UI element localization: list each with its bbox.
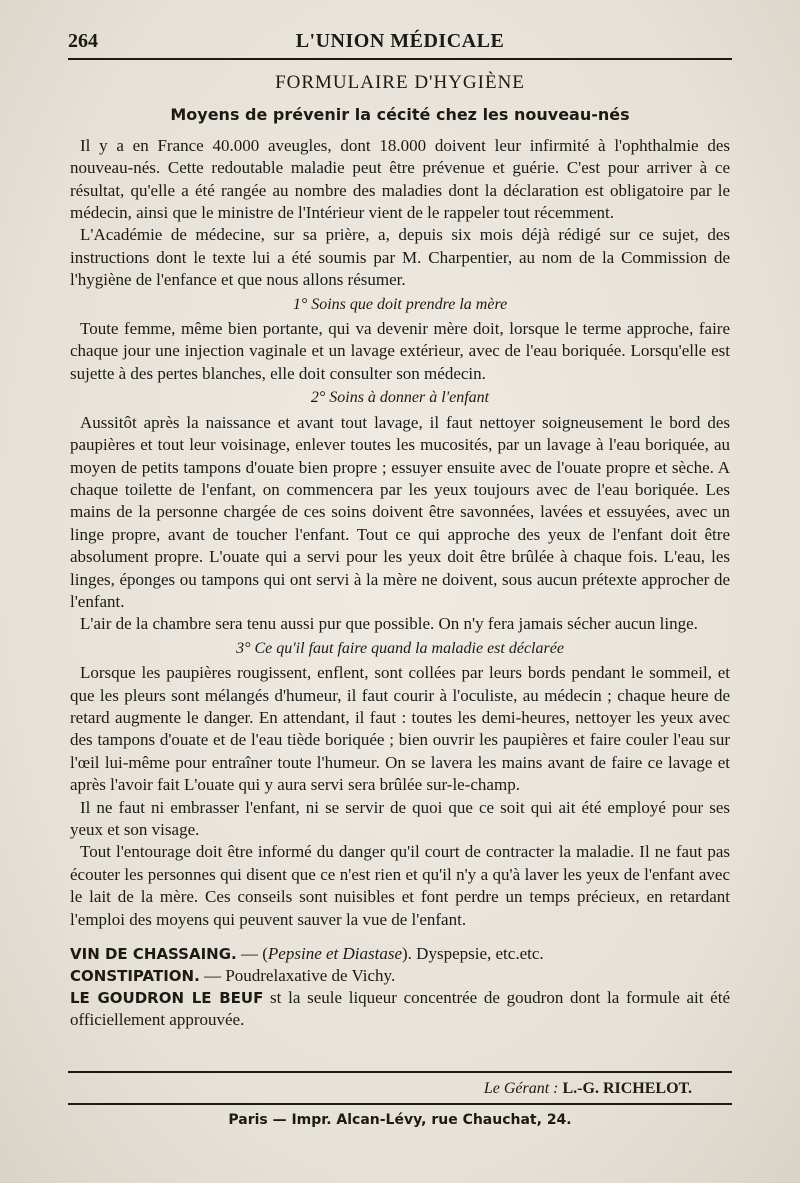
ad-text: ). Dyspepsie, etc.etc. bbox=[402, 944, 544, 964]
gerant-label: Le Gérant : bbox=[483, 1080, 559, 1097]
section-paragraph: Tout l'entourage doit être informé du danger qu'il court de contracter la maladie. Il ne faut pas écouter les personnes qui disent que ce n'est rien et qu'il n'y a qu'à laver les yeux de l'enfant avec le lait de la mère. Ces conseils sont nuisibles et font perdre un temps précieux, en retardant l'emploi des moyens qui peuvent sauver la vue de l'enfant. bbox=[70, 842, 730, 929]
section-paragraph: Lorsque les paupières rougissent, enflent, sont collées par leurs bords pendant le sommeil, et que les pleurs sont mélangés d'humeur, il faut courir à l'oculiste, au médecin ; chaque heure de retard augmente le danger. En attendant, il faut : toutes les demi-heures, nettoyer les yeux avec des tampons d'ouate et de l'eau tiède boriquée ; bien ouvrir les paupières et faire couler l'eau sur l'œil lui-même pour entraîner toute l'humeur. On se lavera les mains avant de faire ce lavage et après l'avoir fait L'ouate qui y aura servi sera brûlée sur-le-champ. bbox=[70, 663, 730, 795]
imprint-line: Paris — Impr. Alcan-Lévy, rue Chauchat, 24. bbox=[228, 1112, 572, 1128]
advertisements bbox=[70, 943, 730, 1031]
running-head bbox=[68, 30, 732, 56]
ad-goudron bbox=[70, 987, 730, 1031]
ad-name: LE GOUDRON LE BEUF bbox=[70, 989, 264, 1008]
ad-text: — Poudrelaxative de Vichy. bbox=[199, 966, 396, 986]
intro-paragraph: L'Académie de médecine, sur sa prière, a, depuis six mois déjà rédigé sur ce sujet, des instructions dont le texte lui a été soumis par M. Charpentier, au nom de la Commission de l'hygiène de l'enfance et que nous allons résumer. bbox=[70, 225, 730, 290]
gerant-name: L.-G. RICHELOT. bbox=[558, 1080, 692, 1097]
article-title: FORMULAIRE D'HYGIÈNE bbox=[275, 72, 525, 93]
section-heading: 1° Soins que doit prendre la mère bbox=[292, 295, 508, 313]
section-paragraph: Toute femme, même bien portante, qui va devenir mère doit, lorsque le terme approche, faire chaque jour une injection vaginale et un lavage extérieur, avec de l'eau boriquée. Lorsqu'elle est sujette à des pertes blanches, elle doit consulter son médecin. bbox=[70, 319, 730, 383]
journal-title: L'UNION MÉDICALE bbox=[295, 30, 505, 52]
ad-text: st la seule liqueur concentrée de goudron dont la formule ait été officiellement approuvée. bbox=[70, 988, 730, 1030]
article-body bbox=[70, 72, 730, 1031]
section-heading: 2° Soins à donner à l'enfant bbox=[310, 389, 490, 407]
ad-name: CONSTIPATION. bbox=[70, 967, 200, 986]
section-paragraph: Aussitôt après la naissance et avant tout lavage, il faut nettoyer soigneusement le bord des paupières et tout leur voisinage, enlever toutes les mucosités, par un lavage à l'eau boriquée, au moyen de petits tampons d'ouate bien propre ; essuyer ensuite avec de l'ouate propre et sèche. A chaque toilette de l'enfant, on commencera par les yeux toujours avec de l'eau boriquée. Les mains de la personne chargée de ces soins doivent être savonnées, lavées et essuyées, avec un linge propre, avant de toucher l'enfant. Tout ce qui approche des yeux de l'enfant doit être absolument propre. L'ouate qui a servi pour les yeux doit être brûlée à chaque fois. L'eau, les linges, éponges ou tampons qui ont servi à la mère ne doivent, sous aucun prétexte approcher de l'enfant. bbox=[70, 412, 730, 611]
ad-paren: Pepsine et Diastase bbox=[267, 944, 403, 964]
header-rule bbox=[68, 58, 732, 60]
section-heading: 3° Ce qu'il faut faire quand la maladie est déclarée bbox=[236, 639, 564, 657]
ad-chassaing bbox=[70, 943, 730, 965]
ad-constipation bbox=[70, 965, 730, 987]
gerant-signature bbox=[484, 1080, 692, 1098]
section-paragraph: L'air de la chambre sera tenu aussi pur que possible. On n'y fera jamais sécher aucun linge. bbox=[80, 614, 698, 634]
ad-text: — ( bbox=[236, 944, 268, 964]
page-number: 264 bbox=[68, 30, 98, 52]
ad-name: VIN DE CHASSAING. bbox=[70, 945, 237, 964]
article-subtitle: Moyens de prévenir la cécité chez les nouveau-nés bbox=[170, 105, 630, 125]
section-paragraph: Il ne faut ni embrasser l'enfant, ni se servir de quoi que ce soit qui ait été employé pour ses yeux et son visage. bbox=[70, 797, 730, 839]
footer-rule bbox=[68, 1103, 732, 1105]
footer-rule bbox=[68, 1071, 732, 1073]
intro-paragraph: Il y a en France 40.000 aveugles, dont 18.000 doivent leur infirmité à l'ophthalmie des nouveau-nés. Cette redoutable maladie peut être prévenue et guérie. C'est pour arriver à ce résultat, qu'elle a été rangée au nombre des maladies dont la déclaration est obligatoire par le médecin, ainsi que le ministre de l'Intérieur vient de le rappeler tout récemment. bbox=[70, 135, 730, 223]
